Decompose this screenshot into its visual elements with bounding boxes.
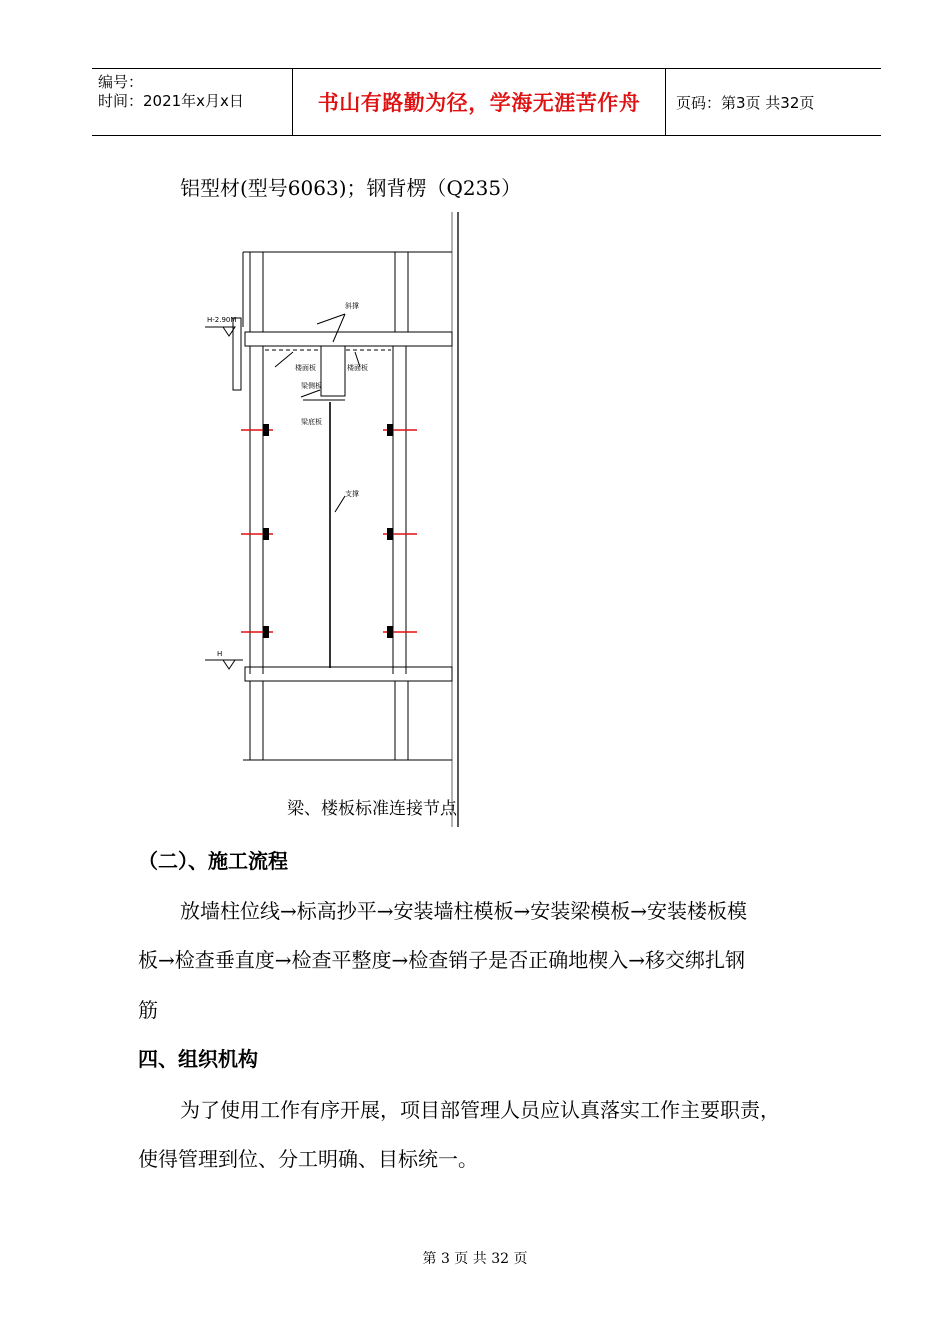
org-line-2: 使得管理到位、分工明确、目标统一。	[138, 1147, 478, 1171]
section4-heading: 四、组织机构	[138, 1047, 258, 1071]
flow-line-2: 板→检查垂直度→检查平整度→检查销子是否正确地楔入→移交绑扎钢	[138, 948, 746, 972]
header-motto: 书山有路勤为径，学海无涯苦作舟	[293, 69, 666, 135]
label-prop: 支撑	[345, 490, 359, 498]
page-header	[92, 68, 881, 136]
page-footer: 第 3 页 共 32 页	[422, 1251, 528, 1267]
flow-line-1: 放墙柱位线→标高抄平→安装墙柱模板→安装梁模板→安装楼板模	[180, 899, 748, 923]
flow-line-3: 筋	[138, 998, 158, 1022]
label-slab-right: 楼面板	[347, 364, 368, 372]
label-brace: 斜撑	[345, 302, 359, 310]
org-line-1: 为了使用工作有序开展，项目部管理人员应认真落实工作主要职责，	[180, 1098, 780, 1122]
header-meta	[92, 69, 293, 135]
header-page-info: 页码：第3页 共32页	[676, 93, 815, 112]
label-slab-left: 楼面板	[295, 364, 316, 372]
code-label: 编号：	[98, 73, 144, 91]
label-beam-bottom: 梁底板	[301, 418, 322, 426]
figure-caption: 梁、楼板标准连接节点	[287, 799, 457, 819]
time-label: 时间：2021年x月x日	[98, 92, 244, 110]
material-line: 铝型材(型号6063)；钢背楞（Q235）	[180, 176, 522, 200]
label-level-top: H-2.90M	[207, 316, 237, 324]
section2-heading: （二）、施工流程	[138, 849, 288, 873]
label-beam-side: 梁侧板	[301, 382, 322, 390]
formwork-diagram	[205, 212, 465, 832]
label-level-bottom: H	[217, 650, 223, 658]
